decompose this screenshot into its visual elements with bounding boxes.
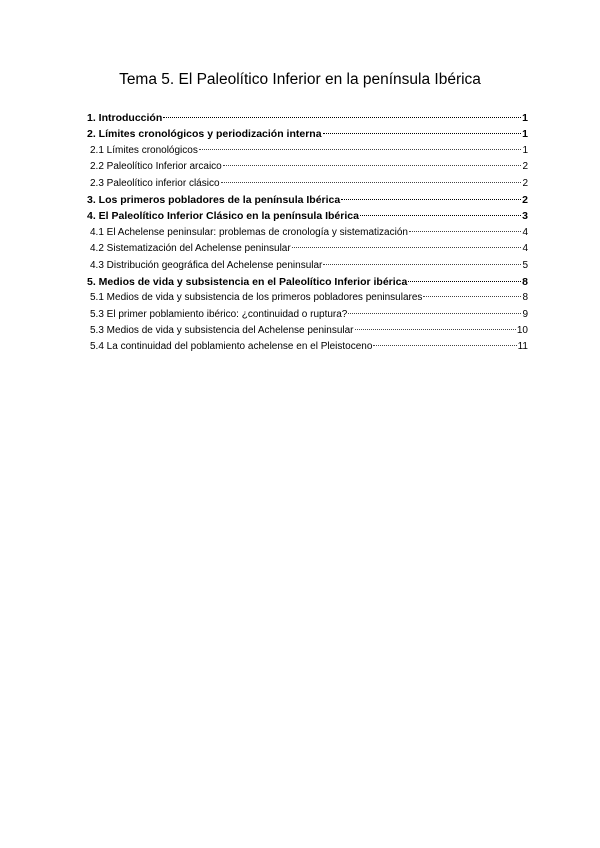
toc-dot-leader	[292, 247, 522, 248]
toc-entry-label: 4.1 El Achelense peninsular: problemas de cronología y sistematización	[90, 226, 408, 238]
toc-dot-leader	[221, 182, 522, 183]
toc-entry-label: 3. Los primeros pobladores de la península Ibérica	[87, 193, 341, 206]
toc-page-number: 2	[522, 161, 528, 173]
toc-entry-label: 4. El Paleolítico Inferior Clásico en la península Ibérica	[87, 210, 359, 223]
table-of-contents	[87, 110, 528, 356]
toc-entry-2-2[interactable]	[87, 159, 528, 175]
toc-entry-label: 5.4 La continuidad del poblamiento achelense en el Pleistoceno	[90, 341, 373, 353]
toc-page-number: 8	[522, 275, 528, 288]
toc-page-number: 1	[522, 112, 528, 124]
toc-dot-leader	[408, 281, 521, 282]
toc-entry-label: 5.1 Medios de vida y subsistencia de los primeros pobladores peninsulares	[90, 292, 423, 304]
toc-entry-4[interactable]	[87, 208, 528, 224]
toc-entry-5-3[interactable]	[87, 323, 528, 339]
toc-entry-label: 4.2 Sistematización del Achelense peninsular	[90, 243, 291, 255]
toc-dot-leader	[423, 296, 521, 297]
toc-page-number: 8	[522, 292, 528, 304]
toc-page-number: 2	[522, 177, 528, 189]
toc-dot-leader	[323, 133, 522, 134]
toc-entry-5-1[interactable]	[87, 290, 528, 306]
toc-dot-leader	[360, 215, 521, 216]
toc-entry-1[interactable]	[87, 110, 528, 126]
toc-dot-leader	[323, 264, 521, 265]
toc-entry-label: 5. Medios de vida y subsistencia en el Paleolítico Inferior ibérica	[87, 275, 408, 288]
toc-entry-5[interactable]	[87, 274, 528, 290]
toc-entry-2-1[interactable]	[87, 143, 528, 159]
toc-page-number: 5	[522, 259, 528, 271]
toc-entry-label: 2.1 Límites cronológicos	[90, 144, 198, 156]
toc-dot-leader	[341, 199, 521, 200]
toc-entry-4-2[interactable]	[87, 241, 528, 257]
toc-page-number: 4	[522, 226, 528, 238]
toc-dot-leader	[223, 165, 522, 166]
toc-entry-2-3[interactable]	[87, 176, 528, 192]
toc-entry-3[interactable]	[87, 192, 528, 208]
toc-page-number: 4	[522, 243, 528, 255]
toc-entry-label: 2.2 Paleolítico Inferior arcaico	[90, 161, 222, 173]
toc-dot-leader	[163, 117, 521, 118]
toc-entry-label: 1. Introducción	[87, 112, 163, 124]
toc-entry-label: 2. Límites cronológicos y periodización interna	[87, 128, 322, 141]
toc-page-number: 2	[522, 193, 528, 206]
toc-entry-label: 4.3 Distribución geográfica del Achelense peninsular	[90, 259, 323, 271]
toc-entry-2[interactable]	[87, 126, 528, 142]
toc-entry-label: 2.3 Paleolítico inferior clásico	[90, 177, 220, 189]
toc-page-number: 11	[517, 341, 528, 353]
toc-entry-5-4[interactable]	[87, 339, 528, 355]
toc-entry-4-3[interactable]	[87, 258, 528, 274]
toc-page-number: 1	[522, 144, 528, 156]
toc-dot-leader	[199, 149, 522, 150]
document-title: Tema 5. El Paleolítico Inferior en la península Ibérica	[119, 71, 481, 88]
toc-entry-4-1[interactable]	[87, 225, 528, 241]
toc-dot-leader	[348, 313, 521, 314]
toc-entry-label: 5.3 Medios de vida y subsistencia del Achelense peninsular	[90, 325, 354, 337]
toc-entry-label: 5.3 El primer poblamiento ibérico: ¿continuidad o ruptura?	[90, 308, 348, 320]
toc-dot-leader	[373, 345, 516, 346]
toc-page-number: 9	[522, 308, 528, 320]
toc-page-number: 10	[516, 325, 528, 337]
toc-dot-leader	[409, 231, 521, 232]
toc-dot-leader	[355, 329, 516, 330]
toc-page-number: 3	[522, 210, 528, 223]
toc-page-number: 1	[522, 128, 528, 141]
toc-entry-5-2[interactable]	[87, 307, 528, 323]
